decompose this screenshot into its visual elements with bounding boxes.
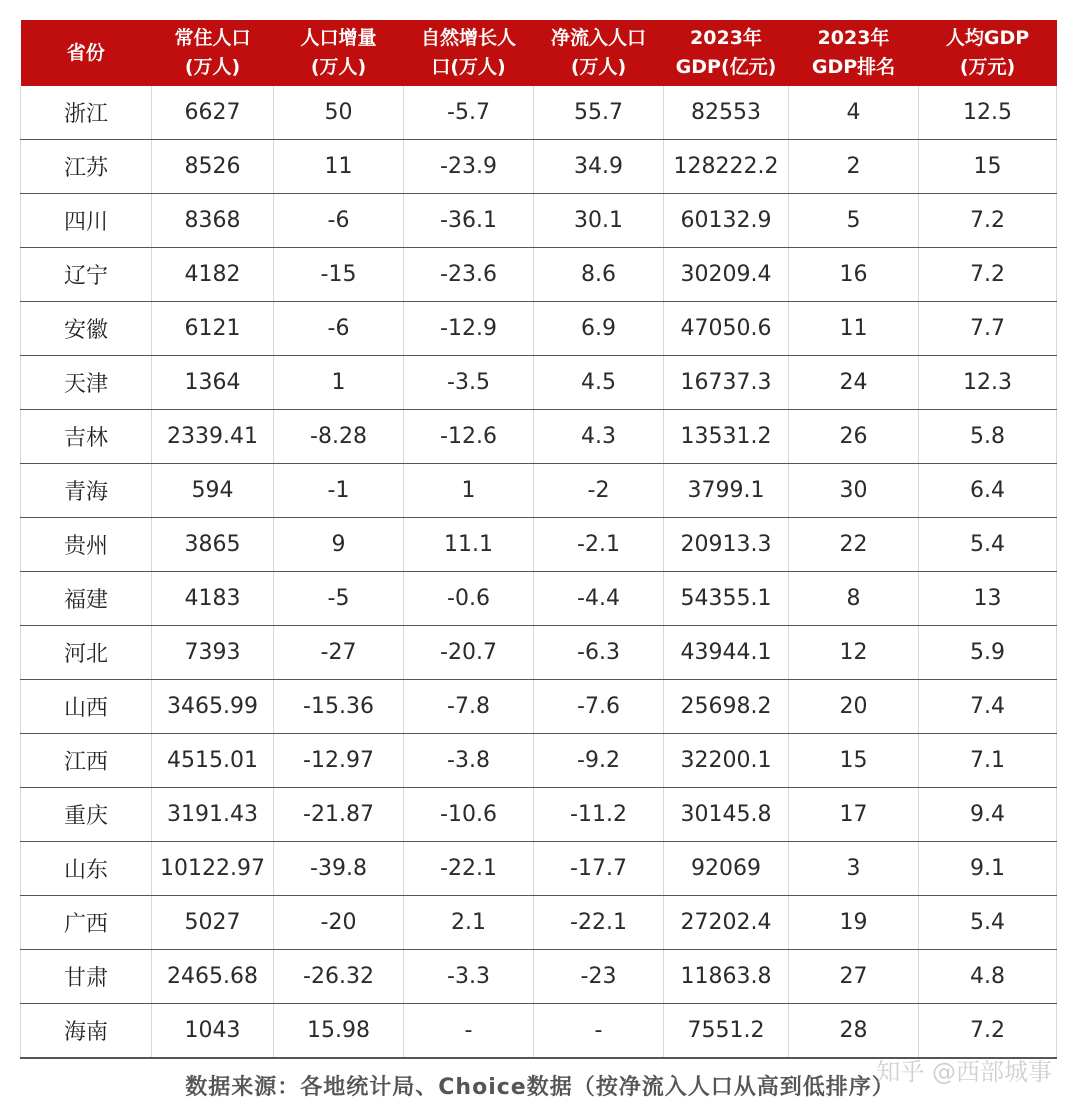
province-population-gdp-table xyxy=(20,20,1057,1059)
data-cell: 43944.1 xyxy=(664,626,789,680)
data-source-note: 数据来源：各地统计局、Choice数据（按净流入人口从高到低排序） xyxy=(185,1075,895,1100)
column-header xyxy=(404,20,534,86)
data-cell: 12 xyxy=(789,626,919,680)
column-header xyxy=(789,20,919,86)
data-cell: -22.1 xyxy=(404,842,534,896)
data-cell: -23.9 xyxy=(404,140,534,194)
data-cell: 6121 xyxy=(152,302,274,356)
data-cell: 32200.1 xyxy=(664,734,789,788)
data-cell: 12.5 xyxy=(919,86,1057,140)
province-cell: 山西 xyxy=(21,680,152,734)
table-row xyxy=(21,896,1057,950)
table-row xyxy=(21,302,1057,356)
data-cell: - xyxy=(404,1004,534,1059)
column-header xyxy=(21,20,152,86)
data-cell: -5.7 xyxy=(404,86,534,140)
data-cell: 1 xyxy=(404,464,534,518)
data-cell: 8526 xyxy=(152,140,274,194)
province-cell: 重庆 xyxy=(21,788,152,842)
data-cell: 4.3 xyxy=(534,410,664,464)
data-cell: 13531.2 xyxy=(664,410,789,464)
data-cell: 3 xyxy=(789,842,919,896)
province-cell: 江西 xyxy=(21,734,152,788)
data-cell: 3465.99 xyxy=(152,680,274,734)
data-cell: 8.6 xyxy=(534,248,664,302)
table-row xyxy=(21,140,1057,194)
data-table-container xyxy=(20,20,1056,1059)
column-header-line: 自然增长人 xyxy=(420,27,516,49)
data-cell: 7551.2 xyxy=(664,1004,789,1059)
data-cell: -20.7 xyxy=(404,626,534,680)
data-cell: 15 xyxy=(919,140,1057,194)
data-cell: 4515.01 xyxy=(152,734,274,788)
column-header xyxy=(664,20,789,86)
province-cell: 青海 xyxy=(21,464,152,518)
data-cell: 1364 xyxy=(152,356,274,410)
data-cell: 15.98 xyxy=(274,1004,404,1059)
data-cell: 4182 xyxy=(152,248,274,302)
column-header-line: 2023年 xyxy=(690,27,762,49)
data-cell: -6.3 xyxy=(534,626,664,680)
data-cell: -15.36 xyxy=(274,680,404,734)
data-cell: 60132.9 xyxy=(664,194,789,248)
data-cell: -6 xyxy=(274,302,404,356)
data-cell: 54355.1 xyxy=(664,572,789,626)
table-body xyxy=(21,86,1057,1058)
column-header-line: 常住人口 xyxy=(174,27,251,49)
data-cell: 12.3 xyxy=(919,356,1057,410)
column-header-line: 口(万人) xyxy=(431,56,506,78)
data-cell: -26.32 xyxy=(274,950,404,1004)
column-header-line: 人口增量 xyxy=(300,27,377,49)
data-cell: -8.28 xyxy=(274,410,404,464)
data-cell: 3191.43 xyxy=(152,788,274,842)
data-cell: 5 xyxy=(789,194,919,248)
data-cell: 1 xyxy=(274,356,404,410)
data-cell: 5.8 xyxy=(919,410,1057,464)
column-header-line: (万人) xyxy=(310,56,367,78)
table-row xyxy=(21,572,1057,626)
column-header-line: 净流入人口 xyxy=(550,27,646,49)
data-cell: 11863.8 xyxy=(664,950,789,1004)
table-row xyxy=(21,788,1057,842)
data-cell: 4183 xyxy=(152,572,274,626)
data-cell: 6627 xyxy=(152,86,274,140)
column-header-line: 省份 xyxy=(66,41,105,64)
data-cell: 27202.4 xyxy=(664,896,789,950)
data-cell: 5.4 xyxy=(919,518,1057,572)
data-cell: -20 xyxy=(274,896,404,950)
data-cell: -12.97 xyxy=(274,734,404,788)
data-cell: -36.1 xyxy=(404,194,534,248)
column-header xyxy=(919,20,1057,86)
data-cell: 34.9 xyxy=(534,140,664,194)
data-cell: 7.2 xyxy=(919,194,1057,248)
data-cell: 10122.97 xyxy=(152,842,274,896)
column-header-line: 人均GDP xyxy=(945,27,1030,49)
province-cell: 吉林 xyxy=(21,410,152,464)
province-cell: 甘肃 xyxy=(21,950,152,1004)
data-cell: 5.4 xyxy=(919,896,1057,950)
data-cell: 50 xyxy=(274,86,404,140)
header-row xyxy=(21,20,1057,86)
province-cell: 福建 xyxy=(21,572,152,626)
data-cell: 7393 xyxy=(152,626,274,680)
data-cell: 2465.68 xyxy=(152,950,274,1004)
data-cell: -2.1 xyxy=(534,518,664,572)
data-cell: 25698.2 xyxy=(664,680,789,734)
data-cell: -11.2 xyxy=(534,788,664,842)
data-cell: -12.6 xyxy=(404,410,534,464)
table-row xyxy=(21,734,1057,788)
data-cell: 47050.6 xyxy=(664,302,789,356)
data-cell: 6.4 xyxy=(919,464,1057,518)
table-row xyxy=(21,464,1057,518)
table-row xyxy=(21,518,1057,572)
data-cell: 16737.3 xyxy=(664,356,789,410)
data-cell: -3.5 xyxy=(404,356,534,410)
table-row xyxy=(21,248,1057,302)
data-cell: 26 xyxy=(789,410,919,464)
data-cell: 92069 xyxy=(664,842,789,896)
data-cell: 9.4 xyxy=(919,788,1057,842)
data-cell: -10.6 xyxy=(404,788,534,842)
table-row xyxy=(21,950,1057,1004)
province-cell: 四川 xyxy=(21,194,152,248)
data-cell: -4.4 xyxy=(534,572,664,626)
data-cell: 22 xyxy=(789,518,919,572)
table-row xyxy=(21,626,1057,680)
province-cell: 安徽 xyxy=(21,302,152,356)
data-cell: -7.6 xyxy=(534,680,664,734)
data-cell: -9.2 xyxy=(534,734,664,788)
data-cell: -6 xyxy=(274,194,404,248)
data-cell: -15 xyxy=(274,248,404,302)
data-cell: 2.1 xyxy=(404,896,534,950)
data-cell: 82553 xyxy=(664,86,789,140)
data-cell: 128222.2 xyxy=(664,140,789,194)
data-cell: 20 xyxy=(789,680,919,734)
data-cell: 28 xyxy=(789,1004,919,1059)
table-row xyxy=(21,356,1057,410)
data-cell: 7.7 xyxy=(919,302,1057,356)
data-cell: 55.7 xyxy=(534,86,664,140)
data-cell: 5.9 xyxy=(919,626,1057,680)
province-cell: 河北 xyxy=(21,626,152,680)
data-cell: 594 xyxy=(152,464,274,518)
province-cell: 山东 xyxy=(21,842,152,896)
data-cell: 3865 xyxy=(152,518,274,572)
data-cell: -39.8 xyxy=(274,842,404,896)
data-cell: -27 xyxy=(274,626,404,680)
table-row xyxy=(21,1004,1057,1059)
column-header-line: 2023年 xyxy=(817,27,890,49)
data-cell: 6.9 xyxy=(534,302,664,356)
data-cell: 24 xyxy=(789,356,919,410)
data-cell: 30.1 xyxy=(534,194,664,248)
data-cell: 3799.1 xyxy=(664,464,789,518)
province-cell: 贵州 xyxy=(21,518,152,572)
data-cell: 20913.3 xyxy=(664,518,789,572)
data-cell: -12.9 xyxy=(404,302,534,356)
table-row xyxy=(21,410,1057,464)
data-cell: -17.7 xyxy=(534,842,664,896)
province-cell: 浙江 xyxy=(21,86,152,140)
data-cell: 4 xyxy=(789,86,919,140)
data-cell: 19 xyxy=(789,896,919,950)
data-cell: -3.8 xyxy=(404,734,534,788)
data-cell: -23 xyxy=(534,950,664,1004)
province-cell: 广西 xyxy=(21,896,152,950)
column-header xyxy=(534,20,664,86)
data-cell: 7.4 xyxy=(919,680,1057,734)
table-row xyxy=(21,680,1057,734)
data-cell: -1 xyxy=(274,464,404,518)
data-cell: 17 xyxy=(789,788,919,842)
table-row xyxy=(21,194,1057,248)
column-header-line: (万人) xyxy=(570,56,627,78)
column-header xyxy=(274,20,404,86)
data-cell: 11 xyxy=(274,140,404,194)
province-cell: 天津 xyxy=(21,356,152,410)
data-cell: -5 xyxy=(274,572,404,626)
data-cell: 1043 xyxy=(152,1004,274,1059)
table-row xyxy=(21,842,1057,896)
data-cell: 8368 xyxy=(152,194,274,248)
data-cell: -0.6 xyxy=(404,572,534,626)
data-cell: 11.1 xyxy=(404,518,534,572)
data-cell: 5027 xyxy=(152,896,274,950)
data-cell: 13 xyxy=(919,572,1057,626)
province-cell: 辽宁 xyxy=(21,248,152,302)
data-cell: 7.2 xyxy=(919,1004,1057,1059)
data-cell: -2 xyxy=(534,464,664,518)
data-cell: 2 xyxy=(789,140,919,194)
column-header-line: GDP排名 xyxy=(811,56,896,78)
data-cell: 4.8 xyxy=(919,950,1057,1004)
province-cell: 海南 xyxy=(21,1004,152,1059)
column-header-line: (万元) xyxy=(959,56,1016,78)
data-cell: -22.1 xyxy=(534,896,664,950)
data-cell: 30209.4 xyxy=(664,248,789,302)
data-cell: 7.2 xyxy=(919,248,1057,302)
data-cell: 7.1 xyxy=(919,734,1057,788)
column-header-line: (万人) xyxy=(184,56,241,78)
data-cell: -23.6 xyxy=(404,248,534,302)
data-cell: 11 xyxy=(789,302,919,356)
data-cell: 2339.41 xyxy=(152,410,274,464)
data-cell: 30145.8 xyxy=(664,788,789,842)
province-cell: 江苏 xyxy=(21,140,152,194)
data-cell: -21.87 xyxy=(274,788,404,842)
data-cell: - xyxy=(534,1004,664,1059)
data-cell: -7.8 xyxy=(404,680,534,734)
column-header-line: GDP(亿元) xyxy=(675,56,777,78)
data-cell: 15 xyxy=(789,734,919,788)
watermark: 知乎 @西部城事 xyxy=(876,1058,1052,1086)
data-cell: 9 xyxy=(274,518,404,572)
data-cell: 16 xyxy=(789,248,919,302)
data-cell: 27 xyxy=(789,950,919,1004)
data-cell: 30 xyxy=(789,464,919,518)
data-cell: 4.5 xyxy=(534,356,664,410)
table-row xyxy=(21,86,1057,140)
data-cell: -3.3 xyxy=(404,950,534,1004)
table-header xyxy=(21,20,1057,86)
data-cell: 8 xyxy=(789,572,919,626)
column-header xyxy=(152,20,274,86)
data-cell: 9.1 xyxy=(919,842,1057,896)
